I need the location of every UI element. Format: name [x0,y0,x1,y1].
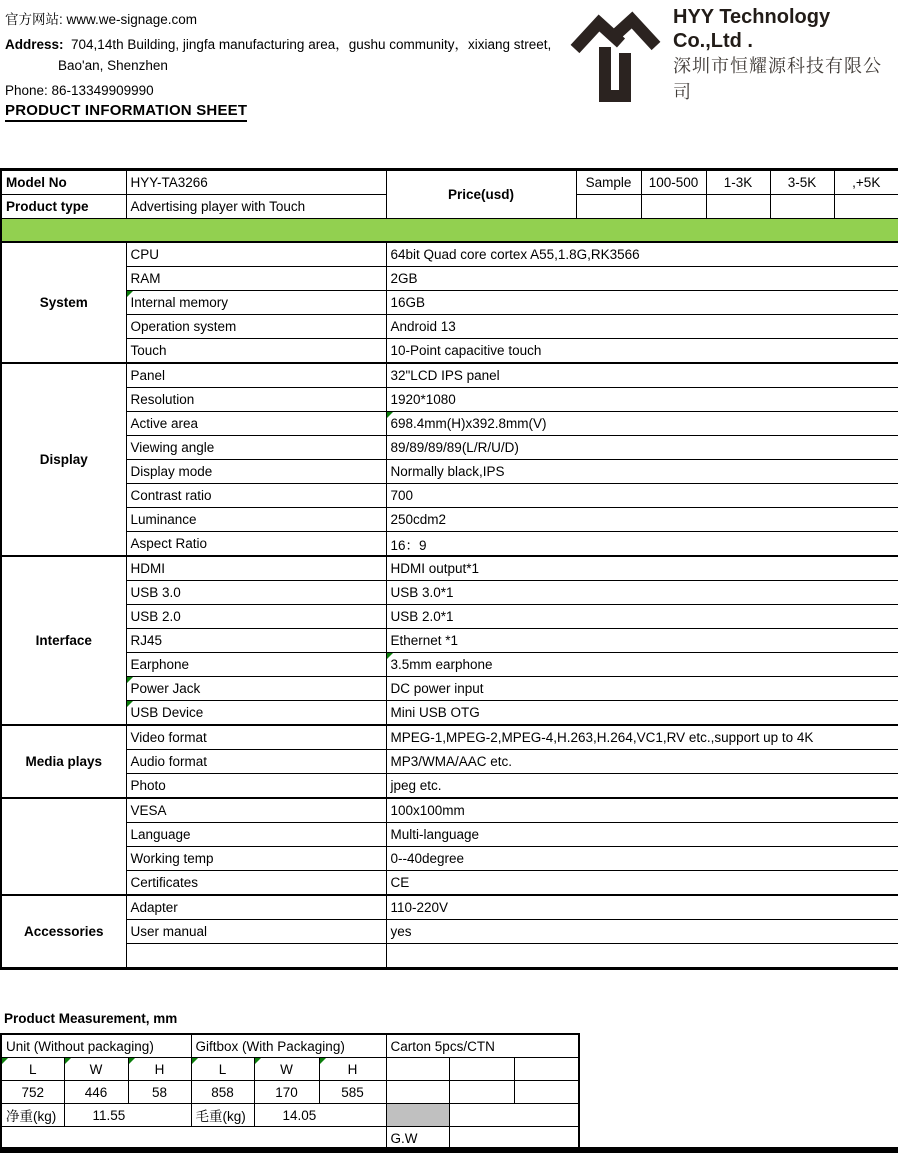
spec-label-cell: Working temp [126,847,386,871]
measurement-value-cell: 858 [191,1081,254,1104]
price-value-5k [834,195,898,219]
spec-category-cell: System [1,242,126,363]
spec-value-cell: 0--40degree [386,847,898,871]
spec-label-cell: Certificates [126,871,386,896]
spec-value-cell: Multi-language [386,823,898,847]
comment-marker-icon [387,412,393,418]
measurement-value-cell: 446 [64,1081,128,1104]
spec-label-cell: CPU [126,242,386,267]
spec-label-cell: Audio format [126,750,386,774]
net-weight-label: 净重(kg) [1,1104,64,1127]
spec-label-cell: HDMI [126,556,386,581]
company-logo [563,4,898,106]
spec-value-cell: 16：9 [386,532,898,557]
spec-table [0,168,898,970]
measurement-dim-header: W [254,1058,319,1081]
y-shaped-logo-icon [563,5,667,105]
green-banner-row [1,219,898,243]
spec-value-cell: 100x100mm [386,798,898,823]
spec-row [1,895,898,920]
spec-label-cell: Video format [126,725,386,750]
spec-row [1,436,898,460]
spec-row [1,823,898,847]
spec-value-cell: 89/89/89/89(L/R/U/D) [386,436,898,460]
spec-row [1,629,898,653]
spec-label-cell: Earphone [126,653,386,677]
spec-value-cell: 110-220V [386,895,898,920]
spec-row [1,363,898,388]
spec-row [1,339,898,364]
spec-row [1,556,898,581]
bottom-border-bar [0,1147,898,1153]
measurement-dim-header: H [128,1058,191,1081]
price-usd-label: Price(usd) [386,170,576,219]
spec-category-cell: Accessories [1,895,126,969]
spec-row [1,267,898,291]
measurement-dim-header: L [191,1058,254,1081]
spec-label-cell: VESA [126,798,386,823]
measurement-table-body [1,1034,579,1150]
measurement-values-row [1,1081,579,1104]
spec-category-cell: Interface [1,556,126,725]
spec-value-cell: Ethernet *1 [386,629,898,653]
price-tier-1-3k: 1-3K [706,170,770,195]
spec-category-cell: Media plays [1,725,126,798]
measurement-group-header: Unit (Without packaging) [1,1034,191,1058]
company-name-cn: 深圳市恒耀源科技有限公司 [673,56,882,102]
measurement-title: Product Measurement, mm [4,1011,178,1026]
spec-label-cell: Contrast ratio [126,484,386,508]
spec-row [1,774,898,799]
spec-value-cell: MP3/WMA/AAC etc. [386,750,898,774]
spec-value-cell: USB 3.0*1 [386,581,898,605]
spec-value-cell: 16GB [386,291,898,315]
spec-label-cell: RJ45 [126,629,386,653]
measurement-value-cell [386,1081,449,1104]
measurement-dim-header-row [1,1058,579,1081]
measurement-group-header: Carton 5pcs/CTN [386,1034,579,1058]
green-banner-cell [1,219,898,243]
price-tier-3-5k: 3-5K [770,170,834,195]
spec-label-cell: USB 2.0 [126,605,386,629]
spec-row [1,653,898,677]
measurement-dim-header: H [319,1058,386,1081]
spec-row [1,725,898,750]
spec-value-cell: yes [386,920,898,944]
spec-row [1,798,898,823]
address-label: Address: [5,37,64,52]
measurement-value-cell [514,1081,579,1104]
spec-table-body [1,170,898,969]
spec-label-cell: Aspect Ratio [126,532,386,557]
comment-marker-icon [387,653,393,659]
spec-label-cell: Language [126,823,386,847]
price-value-1-3k [706,195,770,219]
spec-label-cell: Active area [126,412,386,436]
spec-category-cell: Display [1,363,126,556]
measurement-value-cell: 170 [254,1081,319,1104]
price-value-3-5k [770,195,834,219]
spec-value-cell: MPEG-1,MPEG-2,MPEG-4,H.263,H.264,VC1,RV etc.,support up to 4K [386,725,898,750]
spec-row [1,920,898,944]
spec-value-cell: HDMI output*1 [386,556,898,581]
spec-value-cell: 2GB [386,267,898,291]
spec-row [1,701,898,726]
spec-value-cell [386,944,898,969]
spec-row [1,944,898,969]
comment-marker-icon [127,291,133,297]
logo-text [673,5,898,105]
spec-value-cell: 3.5mm earphone [386,653,898,677]
comment-marker-icon [320,1058,326,1064]
spec-label-cell: Viewing angle [126,436,386,460]
spec-value-cell: DC power input [386,677,898,701]
page-title: PRODUCT INFORMATION SHEET [5,102,247,122]
net-weight-value: 11.55 [64,1104,191,1127]
comment-marker-icon [129,1058,135,1064]
spec-value-cell: Normally black,IPS [386,460,898,484]
spec-label-cell: USB 3.0 [126,581,386,605]
product-type-value: Advertising player with Touch [126,195,386,219]
comment-marker-icon [255,1058,261,1064]
spec-row [1,412,898,436]
measurement-empty-cell [449,1104,579,1127]
spec-value-cell: 64bit Quad core cortex A55,1.8G,RK3566 [386,242,898,267]
spec-label-cell: Luminance [126,508,386,532]
measurement-value-cell [449,1081,514,1104]
measurement-value-cell: 585 [319,1081,386,1104]
website-line: 官方网站: www.we-signage.com [5,12,198,27]
spec-value-cell: 1920*1080 [386,388,898,412]
spec-label-cell: Internal memory [126,291,386,315]
spec-label-cell: Photo [126,774,386,799]
spec-row [1,315,898,339]
price-tier-100-500: 100-500 [641,170,706,195]
comment-marker-icon [127,677,133,683]
model-row [1,170,898,195]
gw-label-cell: G.W [386,1127,449,1151]
spec-label-cell: Operation system [126,315,386,339]
spec-label-cell: Display mode [126,460,386,484]
measurement-dim-header: L [1,1058,64,1081]
spec-value-cell: Android 13 [386,315,898,339]
product-type-label: Product type [1,195,126,219]
spec-row [1,871,898,896]
spec-row [1,847,898,871]
spec-row [1,388,898,412]
measurement-dim-header: W [64,1058,128,1081]
spec-row [1,532,898,557]
price-tier-sample: Sample [576,170,641,195]
gross-weight-value: 14.05 [254,1104,386,1127]
spec-value-cell: 32"LCD IPS panel [386,363,898,388]
weight-row [1,1104,579,1127]
measurement-group-header-row [1,1034,579,1058]
spec-value-cell: USB 2.0*1 [386,605,898,629]
spec-row [1,508,898,532]
address-line-2: Bao'an, Shenzhen [58,58,168,73]
comment-marker-icon [192,1058,198,1064]
spec-label-cell: USB Device [126,701,386,726]
model-no-value: HYY-TA3266 [126,170,386,195]
spec-value-cell: jpeg etc. [386,774,898,799]
spec-value-cell: 698.4mm(H)x392.8mm(V) [386,412,898,436]
measurement-value-cell: 752 [1,1081,64,1104]
spec-value-cell: 10-Point capacitive touch [386,339,898,364]
spec-row [1,581,898,605]
spec-label-cell: User manual [126,920,386,944]
spec-row [1,605,898,629]
spec-row [1,460,898,484]
comment-marker-icon [65,1058,71,1064]
gray-highlight-cell [386,1104,449,1127]
spec-value-cell: CE [386,871,898,896]
phone-line: Phone: 86-13349909990 [5,83,154,98]
price-tier-5k: ,+5K [834,170,898,195]
company-name-en: HYY Technology Co.,Ltd . [673,6,831,52]
spec-row [1,242,898,267]
measurement-empty-cell [514,1058,579,1081]
spec-label-cell: Resolution [126,388,386,412]
measurement-table [0,1033,580,1151]
measurement-group-header: Giftbox (With Packaging) [191,1034,386,1058]
spec-row [1,291,898,315]
spec-value-cell: 700 [386,484,898,508]
spec-value-cell: 250cdm2 [386,508,898,532]
spec-label-cell: Power Jack [126,677,386,701]
spec-label-cell [126,944,386,969]
comment-marker-icon [2,1058,8,1064]
spec-row [1,750,898,774]
spec-category-cell [1,798,126,895]
address-line-1 [5,33,551,53]
measurement-empty-cell [449,1058,514,1081]
measurement-empty-cell [386,1058,449,1081]
spec-label-cell: RAM [126,267,386,291]
gross-weight-label: 毛重(kg) [191,1104,254,1127]
spec-value-cell: Mini USB OTG [386,701,898,726]
model-no-label: Model No [1,170,126,195]
address-text: 704,14th Building, jingfa manufacturing area，gushu community，xixiang street, [71,37,552,52]
price-value-sample [576,195,641,219]
spec-label-cell: Panel [126,363,386,388]
comment-marker-icon [127,701,133,707]
price-value-100-500 [641,195,706,219]
spec-row [1,484,898,508]
spec-row [1,677,898,701]
spec-label-cell: Adapter [126,895,386,920]
measurement-value-cell: 58 [128,1081,191,1104]
spec-label-cell: Touch [126,339,386,364]
